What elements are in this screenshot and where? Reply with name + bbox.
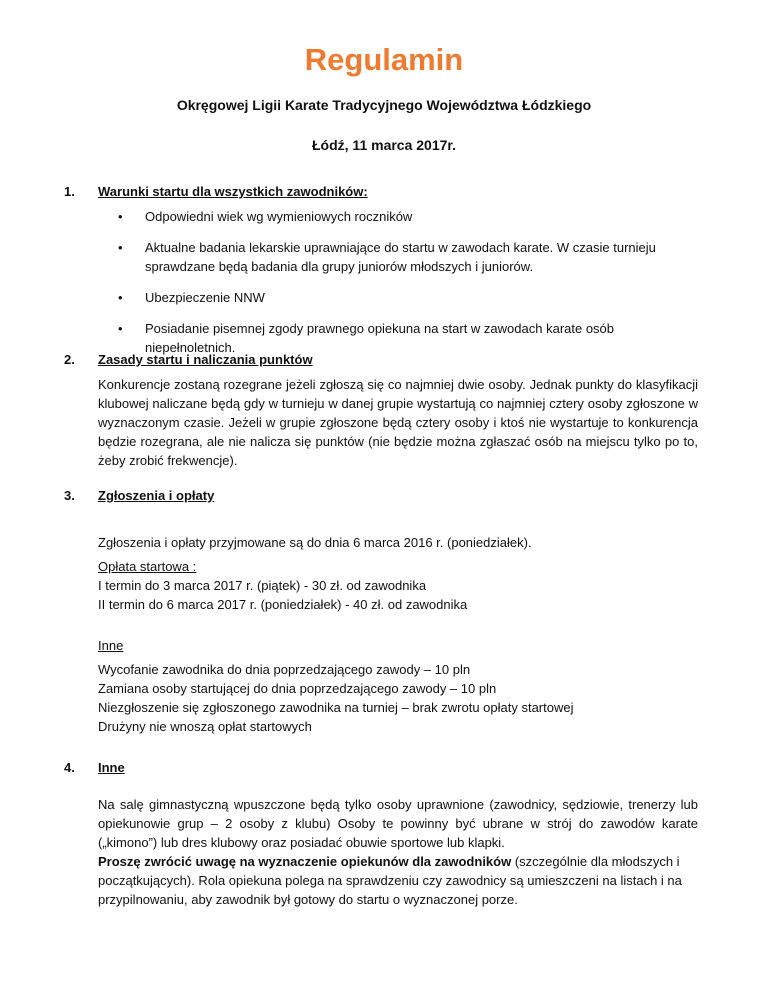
other-line: Niezgłoszenie się zgłoszonego zawodnika na turniej – brak zwrotu opłaty startowej [98, 700, 574, 715]
fee-block [98, 557, 698, 614]
section-title: Warunki startu dla wszystkich zawodników: [98, 184, 368, 199]
fee-label: Opłata startowa : [98, 559, 197, 574]
bullet-icon: • [118, 290, 123, 305]
section-number: 2. [64, 352, 75, 367]
list-item: • Odpowiedni wiek wg wymieniowych roczników [118, 209, 413, 224]
section-number: 4. [64, 760, 75, 775]
section-number: 1. [64, 184, 75, 199]
section-1-bullet-list [118, 207, 698, 369]
other-line: Drużyny nie wnoszą opłat startowych [98, 719, 312, 734]
other-line: Wycofanie zawodnika do dnia poprzedzającego zawody – 10 pln [98, 662, 471, 677]
guardian-text: (szczególnie dla młodszych i początkujących). Rola opiekuna polega na sprawdzeniu czy zawodnicy są umieszczeni na listach i na przypilnowaniu, aby zawodnik był gotowy do startu o wyznaczonej porze. [98, 854, 682, 907]
document-subtitle: Okręgowej Ligii Karate Tradycyjnego Województwa Łódzkiego [176, 97, 592, 113]
section-3-heading [64, 488, 214, 503]
section-4-guardian-paragraph [98, 852, 698, 909]
bullet-icon: • [118, 321, 123, 336]
bullet-icon: • [118, 209, 123, 224]
other-line: Zamiana osoby startującej do dnia poprzedzającego zawody – 10 pln [98, 681, 497, 696]
list-item: • Aktualne badania lekarskie uprawniające do startu w zawodach karate. W czasie turnieju sprawdzane będą badania dla grupy juniorów młodszych i juniorów. [118, 240, 656, 274]
section-1-heading [64, 184, 368, 199]
list-item: • Ubezpieczenie NNW [118, 290, 265, 305]
section-title: Zgłoszenia i opłaty [98, 488, 215, 503]
section-title: Zasady startu i naliczania punktów [98, 352, 313, 367]
section-2-paragraph: Konkurencje zostaną rozegrane jeżeli zgłoszą się co najmniej dwie osoby. Jednak punkty do klasyfikacji klubowej naliczane będą gdy w turnieju w danej grupie wystartują co najmniej cztery osoby zgłoszone w wyznaczonym czasie. Jeżeli w grupie zgłoszone będą cztery osoby i ktoś nie wystartuje to konkurencja będzie rozegrana, ale nie nalicza się punktów (nie będzie można zgłaszać osób na miejscu tylko po to, żeby zrobić frekwencje). [98, 377, 698, 468]
document-title: Regulamin [304, 42, 464, 77]
bullet-icon: • [118, 240, 123, 255]
section-4-heading [64, 760, 125, 775]
section-2-heading [64, 352, 313, 367]
list-item: • Posiadanie pisemnej zgody prawnego opiekuna na start w zawodach karate osób niepełnoletnich. [118, 321, 615, 355]
guardian-emphasis: Proszę zwrócić uwagę na wyznaczenie opiekunów dla zawodników [98, 854, 512, 869]
section-4-paragraph: Na salę gimnastyczną wpuszczone będą tylko osoby uprawnione (zawodnicy, sędziowie, trenerzy lub opiekunowie grup – 2 osoby z klubu) Osoby te powinny być ubrane w strój do zawodów karate („kimono”) lub dres klubowy oraz posiadać obuwie sportowe lub klapki. [98, 797, 698, 850]
other-fees-block [98, 636, 698, 736]
section-number: 3. [64, 488, 75, 503]
fee-line: I termin do 3 marca 2017 r. (piątek) - 30 zł. od zawodnika [98, 578, 427, 593]
document-date: Łódź, 11 marca 2017r. [312, 137, 456, 153]
section-title: Inne [98, 760, 125, 775]
fee-line: II termin do 6 marca 2017 r. (poniedziałek) - 40 zł. od zawodnika [98, 597, 468, 612]
other-label: Inne [98, 638, 124, 653]
registration-deadline: Zgłoszenia i opłaty przyjmowane są do dnia 6 marca 2016 r. (poniedziałek). [98, 535, 532, 550]
